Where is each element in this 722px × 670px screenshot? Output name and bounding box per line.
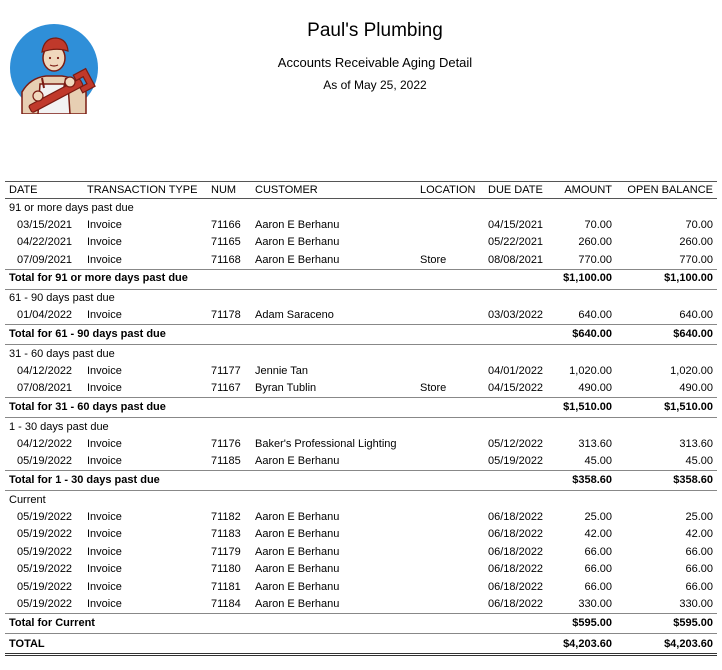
open-balance-cell: 490.00 bbox=[679, 382, 713, 395]
num-cell[interactable]: 71184 bbox=[211, 598, 241, 611]
customer-cell: Aaron E Berhanu bbox=[255, 253, 340, 266]
customer-cell: Byran Tublin bbox=[255, 382, 317, 395]
grand-total-row bbox=[5, 634, 717, 655]
grand-total-label: TOTAL bbox=[5, 634, 556, 655]
company-name: Paul's Plumbing bbox=[307, 20, 443, 41]
group-label[interactable]: 91 or more days past due bbox=[9, 201, 134, 214]
aging-report-table bbox=[5, 181, 717, 656]
num-cell[interactable]: 71179 bbox=[211, 545, 241, 558]
transaction-row[interactable] bbox=[5, 508, 717, 526]
type-cell: Invoice bbox=[87, 437, 122, 450]
due-date-cell: 03/03/2022 bbox=[488, 309, 544, 322]
type-cell: Invoice bbox=[87, 364, 122, 377]
location-cell bbox=[416, 508, 484, 526]
transaction-row[interactable] bbox=[5, 307, 717, 325]
due-date-cell: 04/15/2021 bbox=[488, 218, 544, 231]
location-cell bbox=[416, 216, 484, 234]
date-cell[interactable]: 07/08/2021 bbox=[17, 382, 73, 395]
due-date-cell: 05/12/2022 bbox=[488, 437, 544, 450]
customer-cell: Aaron E Berhanu bbox=[255, 598, 340, 611]
report-body bbox=[5, 199, 717, 655]
date-cell[interactable]: 05/19/2022 bbox=[17, 598, 73, 611]
header-row bbox=[5, 182, 717, 199]
due-date-cell: 08/08/2021 bbox=[488, 253, 544, 266]
group-total-amount: $1,100.00 bbox=[556, 269, 616, 287]
due-date-cell: 04/01/2022 bbox=[488, 364, 544, 377]
transaction-row[interactable] bbox=[5, 561, 717, 579]
num-cell[interactable]: 71185 bbox=[211, 455, 241, 468]
group-total-label: Total for 91 or more days past due bbox=[5, 269, 556, 287]
customer-cell: Adam Saraceno bbox=[255, 309, 334, 322]
type-cell: Invoice bbox=[87, 545, 122, 558]
amount-cell: 25.00 bbox=[584, 510, 612, 523]
due-date-cell: 06/18/2022 bbox=[488, 545, 544, 558]
type-cell: Invoice bbox=[87, 253, 122, 266]
num-cell[interactable]: 71178 bbox=[211, 309, 241, 322]
customer-cell: Aaron E Berhanu bbox=[255, 236, 340, 249]
col-header-transaction-type[interactable]: TRANSACTION TYPE bbox=[83, 182, 207, 199]
num-cell[interactable]: 71166 bbox=[211, 218, 241, 231]
transaction-row[interactable] bbox=[5, 596, 717, 614]
group-total-balance: $358.60 bbox=[616, 471, 717, 489]
due-date-cell: 06/18/2022 bbox=[488, 563, 544, 576]
customer-cell: Aaron E Berhanu bbox=[255, 563, 340, 576]
num-cell[interactable]: 71177 bbox=[211, 364, 241, 377]
customer-cell: Aaron E Berhanu bbox=[255, 218, 340, 231]
open-balance-cell: 330.00 bbox=[679, 598, 713, 611]
type-cell: Invoice bbox=[87, 563, 122, 576]
date-cell[interactable]: 05/19/2022 bbox=[17, 528, 73, 541]
due-date-cell: 06/18/2022 bbox=[488, 580, 544, 593]
group-total-label: Total for 1 - 30 days past due bbox=[5, 471, 556, 489]
grand-total-balance: $4,203.60 bbox=[616, 634, 717, 655]
col-header-open-balance[interactable]: OPEN BALANCE bbox=[616, 182, 717, 199]
customer-cell: Jennie Tan bbox=[255, 364, 309, 377]
group-total-amount: $640.00 bbox=[556, 325, 616, 343]
group-total-row bbox=[5, 398, 717, 416]
transaction-row[interactable] bbox=[5, 578, 717, 596]
group-total-label: Total for Current bbox=[5, 614, 556, 632]
due-date-cell: 04/15/2022 bbox=[488, 382, 544, 395]
type-cell: Invoice bbox=[87, 528, 122, 541]
group-total-balance: $595.00 bbox=[616, 614, 717, 632]
group-header-row bbox=[5, 491, 717, 509]
transaction-row[interactable] bbox=[5, 543, 717, 561]
location-cell: Store bbox=[420, 382, 447, 395]
amount-cell: 66.00 bbox=[584, 545, 612, 558]
group-label[interactable]: 61 - 90 days past due bbox=[9, 292, 115, 304]
col-header-num[interactable]: NUM bbox=[207, 182, 251, 199]
open-balance-cell: 260.00 bbox=[679, 236, 713, 249]
due-date-cell: 06/18/2022 bbox=[488, 510, 544, 523]
open-balance-cell: 66.00 bbox=[685, 545, 713, 558]
location-cell bbox=[416, 362, 484, 380]
group-header-row bbox=[5, 289, 717, 307]
group-total-amount: $595.00 bbox=[556, 614, 616, 632]
customer-cell: Aaron E Berhanu bbox=[255, 580, 340, 593]
customer-cell: Baker's Professional Lighting bbox=[255, 437, 397, 450]
type-cell: Invoice bbox=[87, 236, 122, 249]
date-cell[interactable]: 05/19/2022 bbox=[17, 580, 73, 593]
date-cell[interactable]: 04/12/2022 bbox=[17, 437, 73, 450]
amount-cell: 42.00 bbox=[584, 528, 612, 541]
location-cell bbox=[416, 307, 484, 325]
col-header-customer[interactable]: CUSTOMER bbox=[251, 182, 416, 199]
type-cell: Invoice bbox=[87, 309, 122, 322]
location-cell bbox=[416, 435, 484, 453]
open-balance-cell: 640.00 bbox=[679, 309, 713, 322]
group-total-balance: $1,100.00 bbox=[616, 269, 717, 287]
amount-cell: 66.00 bbox=[584, 580, 612, 593]
report-title: Accounts Receivable Aging Detail bbox=[277, 55, 473, 70]
date-cell[interactable]: 05/19/2022 bbox=[17, 510, 73, 523]
group-total-amount: $358.60 bbox=[556, 471, 616, 489]
type-cell: Invoice bbox=[87, 382, 122, 395]
open-balance-cell: 313.60 bbox=[679, 437, 713, 450]
amount-cell: 260.00 bbox=[578, 236, 612, 249]
amount-cell: 1,020.00 bbox=[569, 364, 612, 377]
date-cell[interactable]: 05/19/2022 bbox=[17, 545, 73, 558]
open-balance-cell: 770.00 bbox=[679, 253, 713, 266]
open-balance-cell: 42.00 bbox=[685, 528, 713, 541]
customer-cell: Aaron E Berhanu bbox=[255, 455, 340, 468]
type-cell: Invoice bbox=[87, 510, 122, 523]
date-cell[interactable]: 03/15/2021 bbox=[17, 218, 73, 231]
open-balance-cell: 70.00 bbox=[685, 218, 713, 231]
num-cell[interactable]: 71181 bbox=[211, 580, 241, 593]
col-header-location[interactable]: LOCATION bbox=[416, 182, 484, 199]
date-cell[interactable]: 07/09/2021 bbox=[17, 253, 73, 266]
date-cell[interactable]: 04/22/2021 bbox=[17, 236, 73, 249]
amount-cell: 66.00 bbox=[584, 563, 612, 576]
num-cell[interactable]: 71180 bbox=[211, 563, 241, 576]
transaction-row[interactable] bbox=[5, 251, 717, 269]
location-cell: Store bbox=[420, 253, 447, 266]
due-date-cell: 06/18/2022 bbox=[488, 598, 544, 611]
group-total-row bbox=[5, 325, 717, 343]
transaction-row[interactable] bbox=[5, 362, 717, 380]
location-cell bbox=[416, 234, 484, 252]
col-header-date[interactable]: DATE bbox=[5, 182, 83, 199]
num-cell[interactable]: 71183 bbox=[211, 528, 241, 541]
date-cell[interactable]: 01/04/2022 bbox=[17, 309, 73, 322]
report-date: As of May 25, 2022 bbox=[323, 78, 427, 92]
type-cell: Invoice bbox=[87, 218, 122, 231]
type-cell: Invoice bbox=[87, 455, 122, 468]
amount-cell: 330.00 bbox=[578, 598, 612, 611]
group-label[interactable]: 31 - 60 days past due bbox=[9, 347, 115, 360]
group-label[interactable]: Current bbox=[9, 493, 46, 506]
group-total-amount: $1,510.00 bbox=[556, 398, 616, 416]
location-cell bbox=[416, 453, 484, 471]
amount-cell: 313.60 bbox=[578, 437, 612, 450]
date-cell[interactable]: 05/19/2022 bbox=[17, 455, 73, 468]
transaction-row[interactable] bbox=[5, 435, 717, 453]
transaction-row[interactable] bbox=[5, 453, 717, 471]
customer-cell: Aaron E Berhanu bbox=[255, 528, 340, 541]
type-cell: Invoice bbox=[87, 598, 122, 611]
group-header-row bbox=[5, 418, 717, 436]
open-balance-cell: 25.00 bbox=[685, 510, 713, 523]
num-cell[interactable]: 71168 bbox=[211, 253, 241, 266]
transaction-row[interactable] bbox=[5, 526, 717, 544]
open-balance-cell: 66.00 bbox=[685, 563, 713, 576]
customer-cell: Aaron E Berhanu bbox=[255, 545, 340, 558]
group-header-row bbox=[5, 345, 717, 363]
open-balance-cell: 66.00 bbox=[685, 580, 713, 593]
group-total-row bbox=[5, 269, 717, 287]
location-cell bbox=[416, 561, 484, 579]
num-cell[interactable]: 71182 bbox=[211, 510, 241, 523]
group-total-balance: $1,510.00 bbox=[616, 398, 717, 416]
location-cell bbox=[416, 526, 484, 544]
open-balance-cell: 1,020.00 bbox=[670, 364, 713, 377]
due-date-cell: 06/18/2022 bbox=[488, 528, 544, 541]
group-total-label: Total for 61 - 90 days past due bbox=[5, 325, 556, 343]
amount-cell: 770.00 bbox=[578, 253, 612, 266]
open-balance-cell: 45.00 bbox=[685, 455, 713, 468]
grand-total-amount: $4,203.60 bbox=[556, 634, 616, 655]
due-date-cell: 05/19/2022 bbox=[488, 455, 544, 468]
amount-cell: 640.00 bbox=[578, 309, 612, 322]
location-cell bbox=[416, 596, 484, 614]
group-total-label: Total for 31 - 60 days past due bbox=[5, 398, 556, 416]
location-cell bbox=[416, 578, 484, 596]
due-date-cell: 05/22/2021 bbox=[488, 236, 544, 249]
customer-cell: Aaron E Berhanu bbox=[255, 510, 340, 523]
transaction-row[interactable] bbox=[5, 216, 717, 234]
group-total-row bbox=[5, 614, 717, 632]
num-cell[interactable]: 71165 bbox=[211, 236, 241, 249]
num-cell[interactable]: 71167 bbox=[211, 382, 241, 395]
amount-cell: 70.00 bbox=[584, 218, 612, 231]
group-label[interactable]: 1 - 30 days past due bbox=[9, 420, 109, 433]
type-cell: Invoice bbox=[87, 580, 122, 593]
transaction-row[interactable] bbox=[5, 380, 717, 398]
col-header-amount[interactable]: AMOUNT bbox=[556, 182, 616, 199]
col-header-due-date[interactable]: DUE DATE bbox=[484, 182, 556, 199]
amount-cell: 490.00 bbox=[578, 382, 612, 395]
transaction-row[interactable] bbox=[5, 234, 717, 252]
group-total-balance: $640.00 bbox=[616, 325, 717, 343]
date-cell[interactable]: 05/19/2022 bbox=[17, 563, 73, 576]
group-header-row bbox=[5, 199, 717, 217]
group-total-row bbox=[5, 471, 717, 489]
amount-cell: 45.00 bbox=[584, 455, 612, 468]
date-cell[interactable]: 04/12/2022 bbox=[17, 364, 73, 377]
location-cell bbox=[416, 543, 484, 561]
num-cell[interactable]: 71176 bbox=[211, 437, 241, 450]
